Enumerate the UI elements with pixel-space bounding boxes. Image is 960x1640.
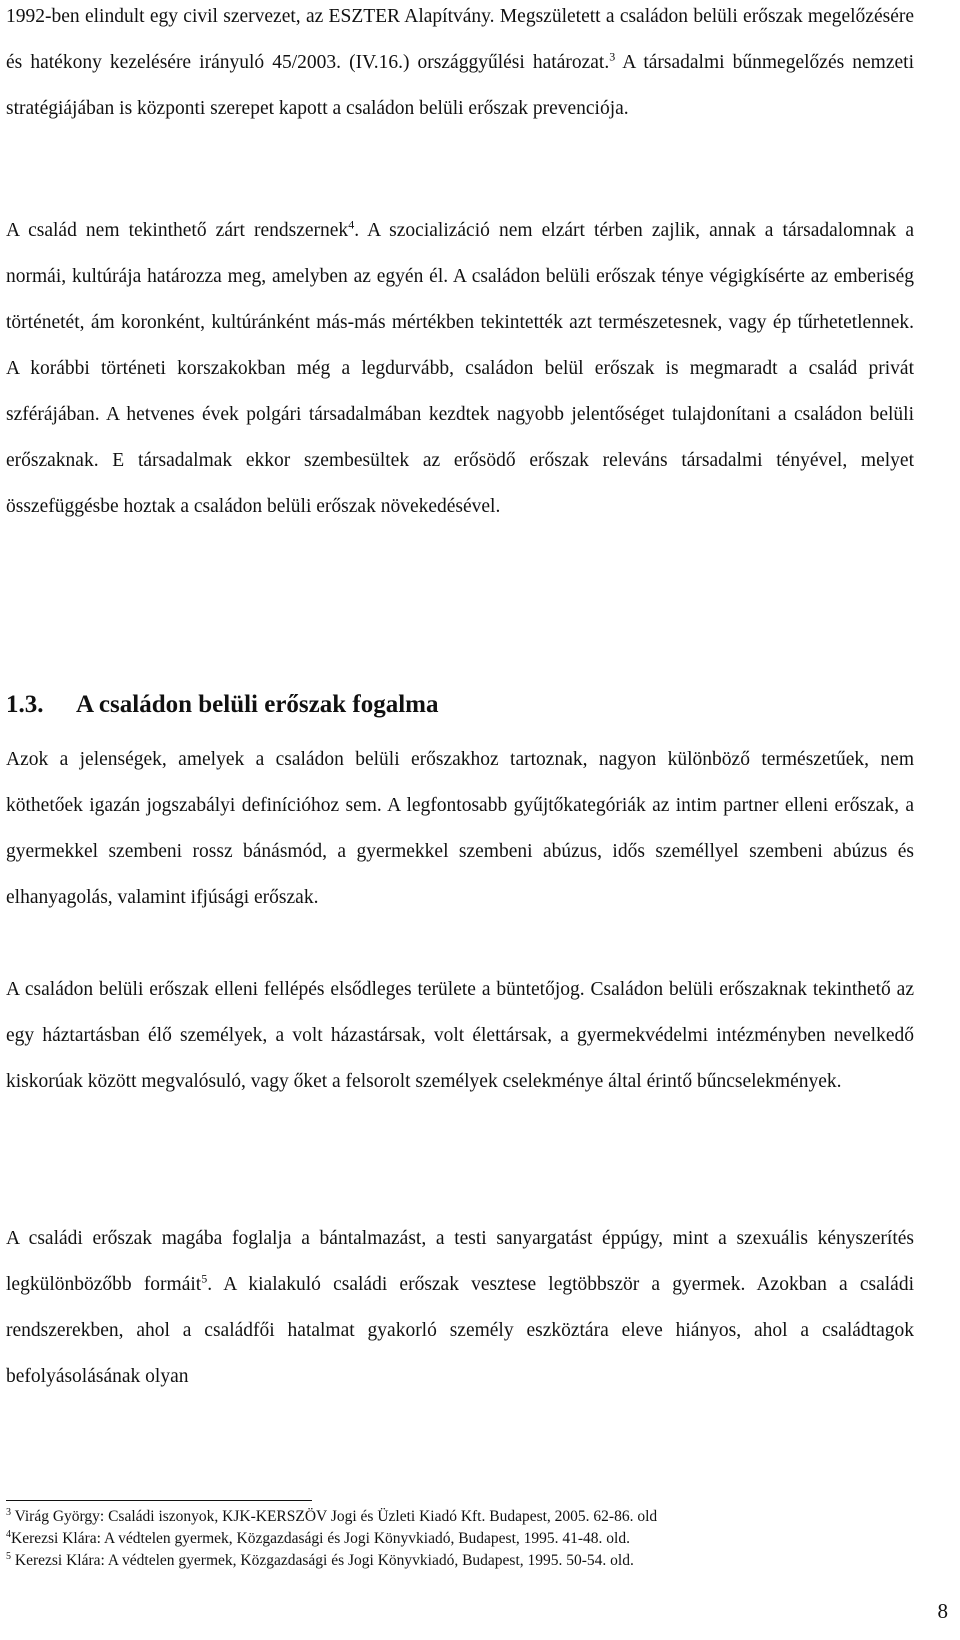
section-title: A családon belüli erőszak fogalma	[76, 691, 439, 718]
footnote-3-mark: 3	[6, 1506, 11, 1518]
section-heading	[6, 682, 439, 728]
paragraph-2	[6, 208, 914, 530]
paragraph-1-text-a: 1992-ben elindult egy civil szervezet, az ESZTER Alapítvány. Megszületett a családon belüli erőszak megelőzésére és hatékony kezelésére irányuló 45/2003. (IV.16.) országgyűlési határozat.	[6, 6, 914, 73]
footnote-5-mark: 5	[6, 1550, 11, 1562]
section-number: 1.3.	[6, 691, 44, 718]
paragraph-1	[6, 0, 914, 132]
paragraph-5-text-b: . A kialakuló családi erőszak vesztese legtöbbször a gyermek. Azokban a családi rendszerekben, ahol a családfői hatalmat gyakorló személy eszköztára eleve hiányos, ahol a családtagok befolyásolásának olyan	[6, 1274, 914, 1387]
paragraph-5	[6, 1216, 914, 1400]
footnote-4	[6, 1528, 926, 1550]
footnote-ref-5: 5	[201, 1271, 208, 1286]
footnote-separator	[6, 1500, 312, 1501]
paragraph-1-text-b: A társadalmi bűnmegelőzés nemzeti stratégiájában is központi szerepet kapott a családon belüli erőszak prevenciója.	[6, 52, 914, 119]
footnote-ref-4: 4	[348, 217, 355, 232]
paragraph-3-text: Azok a jelenségek, amelyek a családon belüli erőszakhoz tartoznak, nagyon különböző természetűek, nem köthetőek igazán jogszabályi definícióhoz sem. A legfontosabb gyűjtőkategóriák az intim partner elleni erőszak, a gyermekkel szembeni rossz bánásmód, a gyermekkel szembeni abúzus, idős személlyel szembeni abúzus és elhanyagolás, valamint ifjúsági erőszak.	[6, 749, 914, 908]
paragraph-4	[6, 967, 914, 1105]
footnote-ref-3: 3	[609, 49, 616, 64]
paragraph-3	[6, 737, 914, 921]
footnote-3-text: Virág György: Családi iszonyok, KJK-KERSZÖV Jogi és Üzleti Kiadó Kft. Budapest, 2005. 62-86. old	[11, 1508, 658, 1525]
footnote-4-text: Kerezsi Klára: A védtelen gyermek, Közgazdasági és Jogi Könyvkiadó, Budapest, 1995. 41-48. old.	[11, 1530, 630, 1547]
footnote-4-mark: 4	[6, 1528, 11, 1540]
footnote-3	[6, 1506, 926, 1528]
page-number: 8	[937, 1599, 948, 1623]
paragraph-4-text: A családon belüli erőszak elleni fellépés elsődleges területe a büntetőjog. Családon belüli erőszaknak tekinthető az egy háztartásban élő személyek, a volt házastársak, volt élettársak, a gyermekvédelmi intézményben nevelkedő kiskorúak között megvalósuló, vagy őket a felsorolt személyek cselekménye által érintő bűncselekmények.	[6, 979, 914, 1092]
footnote-5-text: Kerezsi Klára: A védtelen gyermek, Közgazdasági és Jogi Könyvkiadó, Budapest, 1995. 50-54. old.	[11, 1552, 634, 1569]
paragraph-2-text-b: . A szocializáció nem elzárt térben zajlik, annak a társadalomnak a normái, kultúrája határozza meg, amelyben az egyén él. A családon belüli erőszak ténye végigkísérte az emberiség történetét, ám koronként, kultúránként más-más mértékben tekintették azt természetesnek, vagy ép tűrhetetlennek. A korábbi történeti korszakokban még a legdurvább, családon belül erőszak is megmaradt a család privát szférájában. A hetvenes évek polgári társadalmában kezdtek nagyobb jelentőséget tulajdonítani a családon belüli erőszaknak. E társadalmak ekkor szembesültek az erősödő erőszak releváns társadalmi tényével, melyet összefüggésbe hoztak a családon belüli erőszak növekedésével.	[6, 220, 914, 517]
paragraph-2-text-a: A család nem tekinthető zárt rendszernek	[6, 220, 349, 241]
paragraph-5-text-a: A családi erőszak magába foglalja a bántalmazást, a testi sanyargatást éppúgy, mint a szexuális kényszerítés legkülönbözőbb formáit	[6, 1228, 914, 1295]
footnote-5	[6, 1550, 926, 1572]
